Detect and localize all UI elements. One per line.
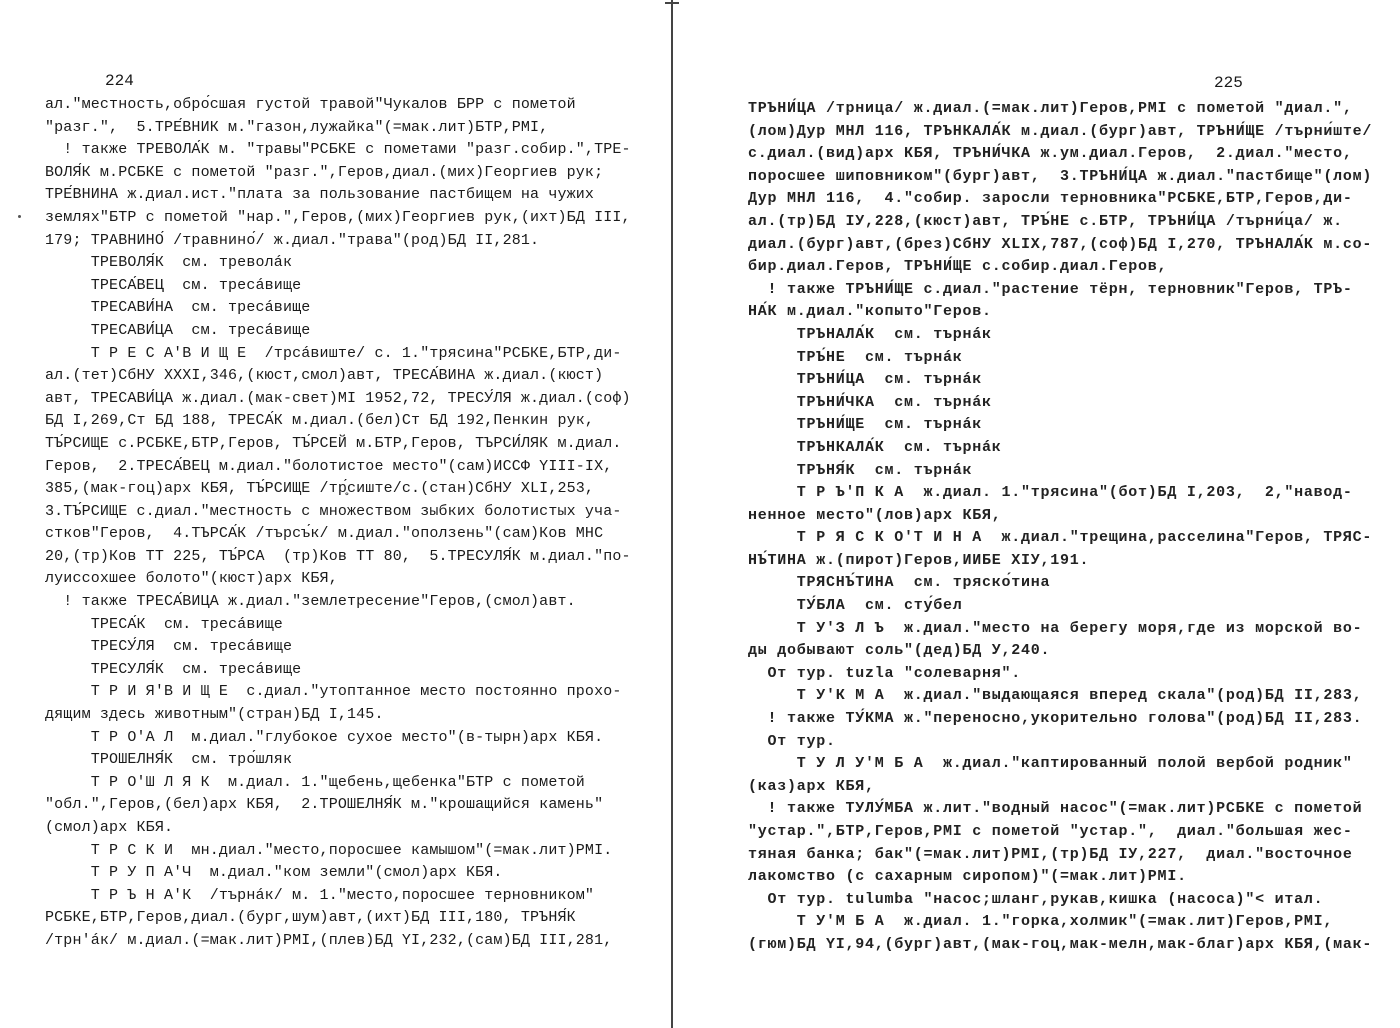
text-line: ТЪ́РСИЩЕ с.РСБКЕ,БТР,Геров, ТЪ́РСЕЙ м.БТР,Геров, ТЪРСИ́ЛЯК м.диал. xyxy=(45,434,622,452)
page-number-left: 224 xyxy=(105,72,134,90)
scan-speck xyxy=(18,215,21,218)
text-line: ды добывают соль"(дед)БД У,240. xyxy=(748,642,1051,660)
text-line: ТРЕСУ́ЛЯ см. тресáвище xyxy=(45,638,293,656)
text-line: (лом)Дур МНЛ 116, ТРЪНКАЛА́К м.диал.(бург)авт, ТРЪНИ́ЩЕ /търни́ште/ xyxy=(748,122,1373,140)
text-line: ! также ТРЪНИ́ЩЕ с.диал."растение тёрн, терновник"Геров, ТРЪ- xyxy=(748,280,1353,298)
text-line: ТУ́БЛА см. сту́бел xyxy=(748,597,963,615)
text-line: луиссохшее болото"(кюст)арх КБЯ, xyxy=(45,570,338,588)
text-line: Т Р Ъ'П К А ж.диал. 1."трясина"(бот)БД I,203, 2,"навод- xyxy=(748,484,1353,502)
text-line: 20,(тр)Ков ТТ 225, ТЪ́РСА (тр)Ков ТТ 80, 5.ТРЕСУЛЯ́К м.диал."по- xyxy=(45,547,631,565)
text-line: Дур МНЛ 116, 4."собир. заросли терновника"РСБКЕ,БТР,Геров,ди- xyxy=(748,190,1353,208)
text-line: тяная банка; бак"(=мак.лит)РМI,(тр)БД IУ,227, диал."восточное xyxy=(748,845,1353,863)
text-line: БД I,269,Ст БД 188, ТРЕСА́К м.диал.(бел)Ст БД 192,Пенкин рук, xyxy=(45,412,595,430)
text-line: ал."местность,обро́сшая густой травой"Чукалов БРР с пометой xyxy=(45,96,576,113)
text-line: ал.(тр)БД IУ,228,(кюст)авт, ТРЪ́НЕ с.БТР, ТРЪНИ́ЦА /търни́ца/ ж. xyxy=(748,212,1343,230)
text-line: Т Р С К И мн.диал."место,поросшее камышом"(=мак.лит)РМI. xyxy=(45,841,613,859)
text-line: 3.ТЪ́РСИЩЕ с.диал."местность с множеством зыбких болотистых уча- xyxy=(45,502,622,520)
text-line: ТРЪНИ́ЩЕ см. търнáк xyxy=(748,416,983,434)
text-line: лакомство (с сахарным сиропом)"(=мак.лит)РМI. xyxy=(748,868,1187,886)
text-line: ! также ТРЕВОЛА́К м. "травы"РСБКЕ с пометами "разг.собир.",ТРЕ- xyxy=(45,141,631,159)
text-line: ТРЕСА́К см. тресáвище xyxy=(45,615,283,633)
text-line: "обл.",Геров,(бел)арх КБЯ, 2.ТРОШЕЛНЯ́К м."крошащийся камень" xyxy=(45,796,604,814)
text-line: ТРЪНКАЛА́К см. търнáк xyxy=(748,438,1002,456)
text-line: Т Р Е С А'В И Щ Е /трсáвиште/ с. 1."трясина"РСБКЕ,БТР,ди- xyxy=(45,344,622,362)
text-line: Т Р О'Ш Л Я К м.диал. 1."щебень,щебенка"БТР с пометой xyxy=(45,773,585,791)
text-line: НЪ́ТИНА ж.(пирот)Геров,ИИБЕ XIУ,191. xyxy=(748,551,1090,569)
text-line: авт, ТРЕСАВИ́ЦА ж.диал.(мак-свет)МI 1952,72, ТРЕСУ́ЛЯ ж.диал.(соф) xyxy=(45,389,631,407)
text-line: поросшее шиповником"(бург)авт, 3.ТРЪНИ́ЦА ж.диал."пастбище"(лом) xyxy=(748,167,1373,185)
text-line: ТРЕСУЛЯ́К см. тресáвище xyxy=(45,660,302,678)
text-line: бир.диал.Геров, ТРЪНИ́ЩЕ с.собир.диал.Геров, xyxy=(748,258,1168,276)
text-line: ТРЪ́НЕ см. търнáк xyxy=(748,348,963,366)
text-line: землях"БТР с пометой "нар.",Геров,(мих)Георгиев рук,(ихт)БД III, xyxy=(45,208,631,226)
text-line: Т Р У П А'Ч м.диал."ком земли"(смол)арх КБЯ. xyxy=(45,864,503,882)
text-line: ТРЪНИ́ЦА см. търнáк xyxy=(748,371,983,389)
text-line: ! также ТУ́КМА ж."переносно,укорительно голова"(род)БД II,283. xyxy=(748,710,1363,728)
text-line: РСБКЕ,БТР,Геров,диал.(бург,шум)авт,(ихт)БД III,180, ТРЪНЯ́К xyxy=(45,909,576,927)
text-line: Т Р О'А Л м.диал."глубокое сухое место"(в-тырн)арх КБЯ. xyxy=(45,728,604,746)
text-line: НА́К м.диал."копыто"Геров. xyxy=(748,303,992,321)
text-line: ТРЕ́ВНИНА ж.диал.ист."плата за пользование пастбищем на чужих xyxy=(45,186,595,204)
text-line: ТРЕСАВИ́НА см. тресáвище xyxy=(45,299,311,317)
text-line: ТРЕВОЛЯ́К см. треволáк xyxy=(45,254,293,272)
text-line: ал.(тет)СбНУ XXXI,346,(кюст,смол)авт, ТРЕСА́ВИНА ж.диал.(кюст) xyxy=(45,367,604,385)
text-line: ненное место"(лов)арх КБЯ, xyxy=(748,506,1002,524)
text-line: Т Р Ъ Н А'К /търнáк/ м. 1."место,поросшее терновником" xyxy=(45,886,595,904)
text-line: 385,(мак-гоц)арх КБЯ, ТЪ́РСИЩЕ /тр̥́сиште/с.(стан)СбНУ XLI,253, xyxy=(45,480,595,498)
page-number-right: 225 xyxy=(1214,74,1243,92)
text-line: (смол)арх КБЯ. xyxy=(45,819,174,836)
text-line: дящим здесь животным"(стран)БД I,145. xyxy=(45,706,384,724)
text-line: /трн'áк/ м.диал.(=мак.лит)РМI,(плев)БД YI,232,(сам)БД III,281, xyxy=(45,931,613,949)
text-line: 179; ТРАВНИНО́ /травнино́/ ж.диал."трава"(род)БД II,281. xyxy=(45,231,540,249)
text-line: ТРЯСНЪ́ТИНА см. тряско́тина xyxy=(748,574,1051,592)
text-line: диал.(бург)авт,(брез)СбНУ XLIX,787,(соф)БД I,270, ТРЪНАЛА́К м.со- xyxy=(748,235,1373,253)
text-line: ! также ТУЛУ́МБА ж.лит."водный насос"(=мак.лит)РСБКЕ с пометой xyxy=(748,800,1363,818)
text-line: От тур. tulumba "насос;шланг,рукав,кишка (насоса)"< итал. xyxy=(748,890,1324,908)
left-page-text xyxy=(45,94,631,953)
text-line: ТРЪНИ́ЦА /трница/ ж.диал.(=мак.лит)Геров,РМI с пометой "диал.", xyxy=(748,100,1353,117)
text-line: Т У'М Б А ж.диал. 1."горка,холмик"(=мак.лит)Геров,РМI, xyxy=(748,913,1334,931)
text-line: ТРЪНИ́ЧКА см. търнáк xyxy=(748,393,992,411)
text-line: стков"Геров, 4.ТЪРСА́К /търсъ́к/ м.диал."оползень"(сам)Ков МНС xyxy=(45,525,604,543)
text-line: ! также ТРЕСА́ВИЦА ж.диал."землетресение"Геров,(смол)авт. xyxy=(45,593,576,611)
text-line: с.диал.(вид)арх КБЯ, ТРЪНИ́ЧКА ж.ум.диал.Геров, 2.диал."место, xyxy=(748,145,1353,163)
text-line: Т У'К М А ж.диал."выдающаяся вперед скала"(род)БД II,283, xyxy=(748,687,1363,705)
text-line: ТРОШЕЛНЯ́К см. тро́шляк xyxy=(45,751,293,769)
text-line: ТРЕСАВИ́ЦА см. тресáвище xyxy=(45,321,311,339)
text-line: ВОЛЯ́К м.РСБКЕ с пометой "разг.",Геров,диал.(мих)Георгиев рук; xyxy=(45,163,604,181)
text-line: Геров, 2.ТРЕСА́ВЕЦ м.диал."болотистое место"(сам)ИССФ YIII-IX, xyxy=(45,457,613,475)
text-line: Т Р И Я'В И Щ Е с.диал."утоптанное место постоянно прохо- xyxy=(45,683,622,701)
text-line: ТРЪНЯ́К см. търнáк xyxy=(748,461,973,479)
text-line: Т У Л У'М Б А ж.диал."каптированный полой вербой родник" xyxy=(748,755,1353,773)
text-line: От тур. xyxy=(748,732,836,750)
right-page-text xyxy=(748,98,1372,957)
text-line: Т У'З Л Ъ ж.диал."место на берегу моря,где из морской во- xyxy=(748,619,1363,637)
text-line: Т Р Я С К О'Т И Н А ж.диал."трещина,расселина"Геров, ТРЯС- xyxy=(748,529,1373,547)
text-line: ТРЕСА́ВЕЦ см. тресáвище xyxy=(45,276,302,294)
text-line: (каз)арх КБЯ, xyxy=(748,777,875,795)
text-line: (гюм)БД YI,94,(бург)авт,(мак-гоц,мак-мелн,мак-благ)арх КБЯ,(мак- xyxy=(748,935,1373,953)
text-line: От тур. tuzla "солеварня". xyxy=(748,664,1022,682)
text-line: ТРЪНАЛА́К см. търнáк xyxy=(748,325,992,343)
gutter-mark xyxy=(665,2,679,4)
page-gutter-divider xyxy=(671,0,673,1028)
text-line: "разг.", 5.ТРЕ́ВНИК м."газон,лужайка"(=мак.лит)БТР,РМI, xyxy=(45,118,549,136)
text-line: "устар.",БТР,Геров,РМI с пометой "устар.", диал."большая жес- xyxy=(748,823,1353,840)
